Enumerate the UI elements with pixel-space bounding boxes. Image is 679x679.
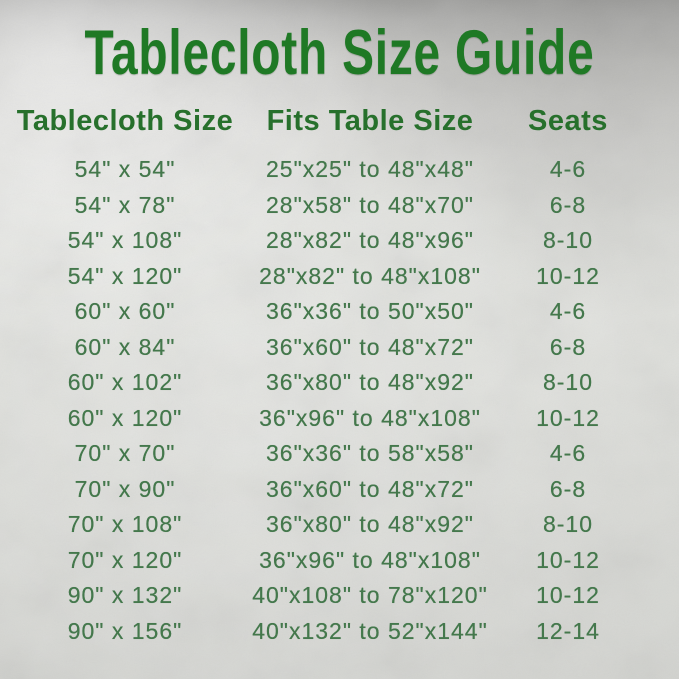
seats-cell: 6-8 — [549, 191, 587, 218]
page-title: Tablecloth Size Guide — [84, 18, 595, 88]
tablecloth-size-cell: 54" x 78" — [74, 191, 176, 218]
table-row — [0, 472, 679, 508]
table-header-row — [0, 103, 679, 139]
fits-table-size-cell: 36"x36" to 50"x50" — [266, 298, 474, 325]
seats-cell: 12-14 — [536, 617, 600, 644]
seats-cell: 6-8 — [549, 333, 587, 360]
tablecloth-size-cell: 90" x 132" — [67, 582, 183, 609]
fits-table-size-cell: 36"x60" to 48"x72" — [266, 475, 474, 502]
fits-table-size-cell: 28"x82" to 48"x96" — [266, 227, 474, 254]
tablecloth-size-cell: 60" x 84" — [74, 333, 176, 360]
table-row — [0, 259, 679, 295]
fits-table-size-cell: 36"x60" to 48"x72" — [266, 333, 474, 360]
table-row — [0, 188, 679, 224]
table-row — [0, 365, 679, 401]
table-row — [0, 543, 679, 579]
tablecloth-size-cell: 54" x 120" — [67, 262, 183, 289]
table-row — [0, 330, 679, 366]
fits-table-size-cell: 36"x96" to 48"x108" — [259, 404, 481, 431]
tablecloth-size-cell: 60" x 60" — [74, 298, 176, 325]
table-row — [0, 152, 679, 188]
fits-table-size-cell: 36"x36" to 58"x58" — [266, 440, 474, 467]
table-body — [0, 152, 679, 649]
column-header-tablecloth-size: Tablecloth Size — [16, 105, 234, 137]
table-row — [0, 578, 679, 614]
table-row — [0, 223, 679, 259]
seats-cell: 10-12 — [536, 262, 600, 289]
fits-table-size-cell: 28"x82" to 48"x108" — [259, 262, 481, 289]
seats-cell: 4-6 — [549, 156, 587, 183]
tablecloth-size-cell: 90" x 156" — [67, 617, 183, 644]
seats-cell: 8-10 — [542, 369, 594, 396]
tablecloth-size-cell: 54" x 54" — [74, 156, 176, 183]
seats-cell: 8-10 — [542, 511, 594, 538]
table-row — [0, 614, 679, 650]
tablecloth-size-cell: 60" x 120" — [67, 404, 183, 431]
fits-table-size-cell: 36"x80" to 48"x92" — [266, 511, 474, 538]
table-row — [0, 401, 679, 437]
seats-cell: 4-6 — [549, 298, 587, 325]
table-row — [0, 294, 679, 330]
tablecloth-size-cell: 60" x 102" — [67, 369, 183, 396]
table-row — [0, 507, 679, 543]
seats-cell: 10-12 — [536, 582, 600, 609]
tablecloth-size-cell: 70" x 120" — [67, 546, 183, 573]
seats-cell: 10-12 — [536, 546, 600, 573]
fits-table-size-cell: 40"x108" to 78"x120" — [252, 582, 488, 609]
column-header-fits-table-size: Fits Table Size — [266, 105, 474, 137]
tablecloth-size-cell: 70" x 70" — [74, 440, 176, 467]
seats-cell: 10-12 — [536, 404, 600, 431]
seats-cell: 6-8 — [549, 475, 587, 502]
fits-table-size-cell: 25"x25" to 48"x48" — [266, 156, 474, 183]
tablecloth-size-cell: 54" x 108" — [67, 227, 183, 254]
tablecloth-size-cell: 70" x 108" — [67, 511, 183, 538]
seats-cell: 8-10 — [542, 227, 594, 254]
seats-cell: 4-6 — [549, 440, 587, 467]
column-header-seats: Seats — [528, 105, 608, 137]
fits-table-size-cell: 40"x132" to 52"x144" — [252, 617, 488, 644]
fits-table-size-cell: 28"x58" to 48"x70" — [266, 191, 474, 218]
fits-table-size-cell: 36"x80" to 48"x92" — [266, 369, 474, 396]
tablecloth-size-cell: 70" x 90" — [74, 475, 176, 502]
fits-table-size-cell: 36"x96" to 48"x108" — [259, 546, 481, 573]
table-row — [0, 436, 679, 472]
